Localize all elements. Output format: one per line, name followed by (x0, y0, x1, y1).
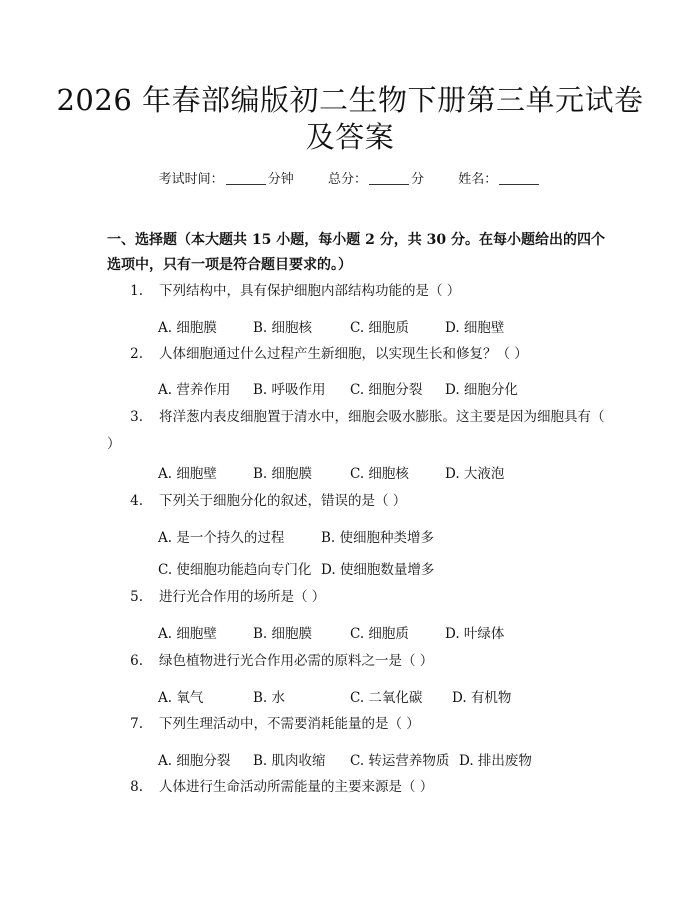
option-b[interactable]: B. 细胞膜 (253, 626, 313, 642)
option-d[interactable]: D. 大液泡 (445, 466, 505, 482)
score-unit: 分 (411, 172, 425, 187)
question-3 (107, 404, 607, 458)
question-2 (107, 341, 597, 368)
option-c[interactable]: C. 细胞质 (350, 320, 409, 336)
option-c[interactable]: C. 细胞分裂 (350, 382, 423, 398)
question-number: 6. (130, 653, 143, 669)
question-8 (107, 774, 597, 801)
option-a[interactable]: A. 营养作用 (158, 382, 231, 398)
question-number: 7. (130, 716, 143, 732)
option-c[interactable]: C. 使细胞功能趋向专门化 (158, 562, 312, 578)
name-label: 姓名： (458, 172, 498, 187)
question-text: 人体进行生命活动所需能量的主要来源是（ ） (159, 779, 434, 795)
option-a[interactable]: A. 细胞膜 (158, 320, 217, 336)
exam-title-line2: 及答案 (305, 120, 395, 154)
question-4 (107, 488, 597, 515)
question-text: 下列生理活动中，不需要消耗能量的是（ ） (159, 716, 420, 732)
question-number: 2. (130, 346, 143, 362)
question-5 (107, 584, 597, 611)
question-text: 绿色植物进行光合作用必需的原料之一是（ ） (159, 653, 434, 669)
option-a[interactable]: A. 细胞壁 (158, 466, 217, 482)
question-text: 人体细胞通过什么过程产生新细胞，以实现生长和修复？（ ） (159, 346, 528, 362)
question-number: 5. (130, 589, 143, 605)
option-c[interactable]: C. 细胞核 (350, 466, 409, 482)
score-label: 总分： (327, 172, 367, 187)
question-1 (107, 278, 597, 305)
option-b[interactable]: B. 水 (253, 690, 286, 706)
question-number: 8. (130, 779, 143, 795)
time-label: 考试时间： (158, 172, 224, 187)
option-b[interactable]: B. 使细胞种类增多 (321, 530, 435, 546)
question-text: 下列关于细胞分化的叙述，错误的是（ ） (159, 493, 407, 509)
option-b[interactable]: B. 肌肉收缩 (253, 753, 326, 769)
option-d[interactable]: D. 排出废物 (459, 753, 532, 769)
question-text: 下列结构中，具有保护细胞内部结构功能的是（ ） (159, 283, 461, 299)
question-6 (107, 648, 597, 675)
option-a[interactable]: A. 是一个持久的过程 (158, 530, 285, 546)
time-blank[interactable] (226, 172, 266, 185)
score-blank[interactable] (369, 172, 409, 185)
name-blank[interactable] (499, 172, 539, 185)
option-c[interactable]: C. 转运营养物质 (350, 753, 450, 769)
option-d[interactable]: D. 细胞分化 (445, 382, 518, 398)
option-d[interactable]: D. 叶绿体 (445, 626, 505, 642)
option-a[interactable]: A. 氧气 (158, 690, 204, 706)
option-d[interactable]: D. 有机物 (452, 690, 512, 706)
question-7 (107, 711, 597, 738)
exam-title-line1: 2026 年春部编版初二生物下册第三单元试卷 (56, 83, 644, 117)
option-c[interactable]: C. 二氧化碳 (350, 690, 423, 706)
option-c[interactable]: C. 细胞质 (350, 626, 409, 642)
question-number: 4. (130, 493, 143, 509)
question-text: 将洋葱内表皮细胞置于清水中，细胞会吸水膨胀。这主要是因为细胞具有（ ） (107, 409, 605, 452)
option-b[interactable]: B. 细胞核 (253, 320, 313, 336)
option-b[interactable]: B. 细胞膜 (253, 466, 313, 482)
exam-info-row (0, 168, 700, 187)
question-number: 1. (130, 283, 143, 299)
question-number: 3. (130, 409, 143, 425)
option-a[interactable]: A. 细胞分裂 (158, 753, 231, 769)
option-d[interactable]: D. 细胞壁 (445, 320, 505, 336)
option-a[interactable]: A. 细胞壁 (158, 626, 217, 642)
question-text: 进行光合作用的场所是（ ） (159, 589, 326, 605)
option-b[interactable]: B. 呼吸作用 (253, 382, 326, 398)
section-heading: 一、选择题（本大题共 15 小题，每小题 2 分，共 30 分。在每小题给出的四个选项中，只有一项是符合题目要求的。） (107, 232, 605, 273)
time-unit: 分钟 (267, 172, 294, 187)
option-d[interactable]: D. 使细胞数量增多 (321, 562, 435, 578)
